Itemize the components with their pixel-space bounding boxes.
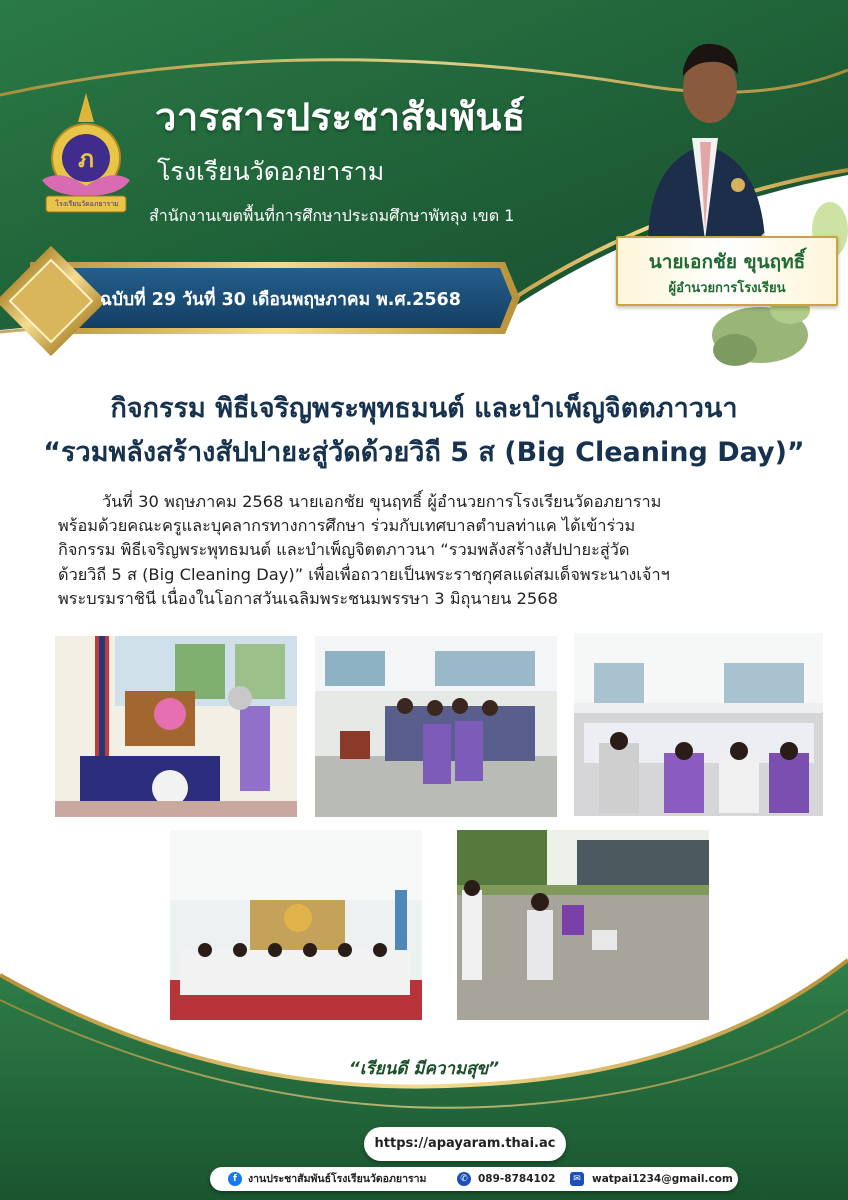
body-line: พร้อมด้วยคณะครูและบุคลากรทางการศึกษา ร่วมกับเทศบาลตำบลท่าแค ได้เข้าร่วม bbox=[58, 516, 636, 536]
photo-cleaning-outdoor bbox=[457, 830, 709, 1020]
director-name: นายเอกชัย ขุนฤทธิ์ bbox=[648, 251, 806, 273]
school-slogan: “เรียนดี มีความสุข” bbox=[348, 1059, 500, 1079]
director-nameplate bbox=[616, 236, 838, 306]
body-line: ด้วยวิถี 5 ส (Big Cleaning Day)” เพื่อเพื่อถวายเป็นพระราชกุศลแด่สมเด็จพระนางเจ้าฯ bbox=[58, 564, 670, 584]
article-subheading: “รวมพลังสร้างสัปปายะสู่วัดด้วยวิถี 5 ส (Big Cleaning Day)” bbox=[43, 437, 805, 468]
photo-students-prayer bbox=[170, 830, 422, 1020]
photo-hall-audience bbox=[574, 633, 823, 816]
mail-icon: ✉ bbox=[570, 1172, 584, 1186]
body-line: วันที่ 30 พฤษภาคม 2568 นายเอกชัย ขุนฤทธิ์ ผู้อำนวยการโรงเรียนวัดอภยาราม bbox=[102, 492, 662, 511]
issue-info: ฉบับที่ 29 วันที่ 30 เดือนพฤษภาคม พ.ศ.2568 bbox=[100, 290, 461, 310]
article-heading: กิจกรรม พิธีเจริญพระพุทธมนต์ และบำเพ็ญจิตตภาวนา bbox=[110, 393, 738, 424]
logo-caption: โรงเรียนวัดอภยาราม bbox=[55, 200, 119, 208]
facebook-link[interactable]: งานประชาสัมพันธ์โรงเรียนวัดอภยาราม bbox=[248, 1173, 427, 1185]
photo-audience-teachers bbox=[315, 636, 557, 817]
facebook-icon: f bbox=[228, 1172, 242, 1186]
contact-bar bbox=[210, 1167, 738, 1191]
svg-text:ภ: ภ bbox=[78, 145, 94, 173]
website-link[interactable]: https://apayaram.thai.ac bbox=[364, 1127, 566, 1161]
phone-number[interactable]: 089-8784102 bbox=[478, 1173, 556, 1185]
body-line: พระบรมราชินี เนื่องในโอกาสวันเฉลิมพระชนมพรรษา 3 มิถุนายน 2568 bbox=[58, 588, 558, 608]
phone-icon: ✆ bbox=[457, 1172, 471, 1186]
director-position: ผู้อำนวยการโรงเรียน bbox=[668, 281, 786, 296]
body-line: กิจกรรม พิธีเจริญพระพุทธมนต์ และบำเพ็ญจิตตภาวนา “รวมพลังสร้างสัปปายะสู่วัด bbox=[58, 540, 630, 560]
email-link[interactable]: watpai1234@gmail.com bbox=[592, 1173, 733, 1185]
photo-altar-ceremony bbox=[55, 636, 297, 817]
education-office: สำนักงานเขตพื้นที่การศึกษาประถมศึกษาพัทลุง เขต 1 bbox=[149, 206, 515, 225]
newsletter-title: วารสารประชาสัมพันธ์ bbox=[155, 95, 526, 139]
article-body bbox=[58, 490, 818, 611]
school-name: โรงเรียนวัดอภยาราม bbox=[157, 157, 385, 186]
